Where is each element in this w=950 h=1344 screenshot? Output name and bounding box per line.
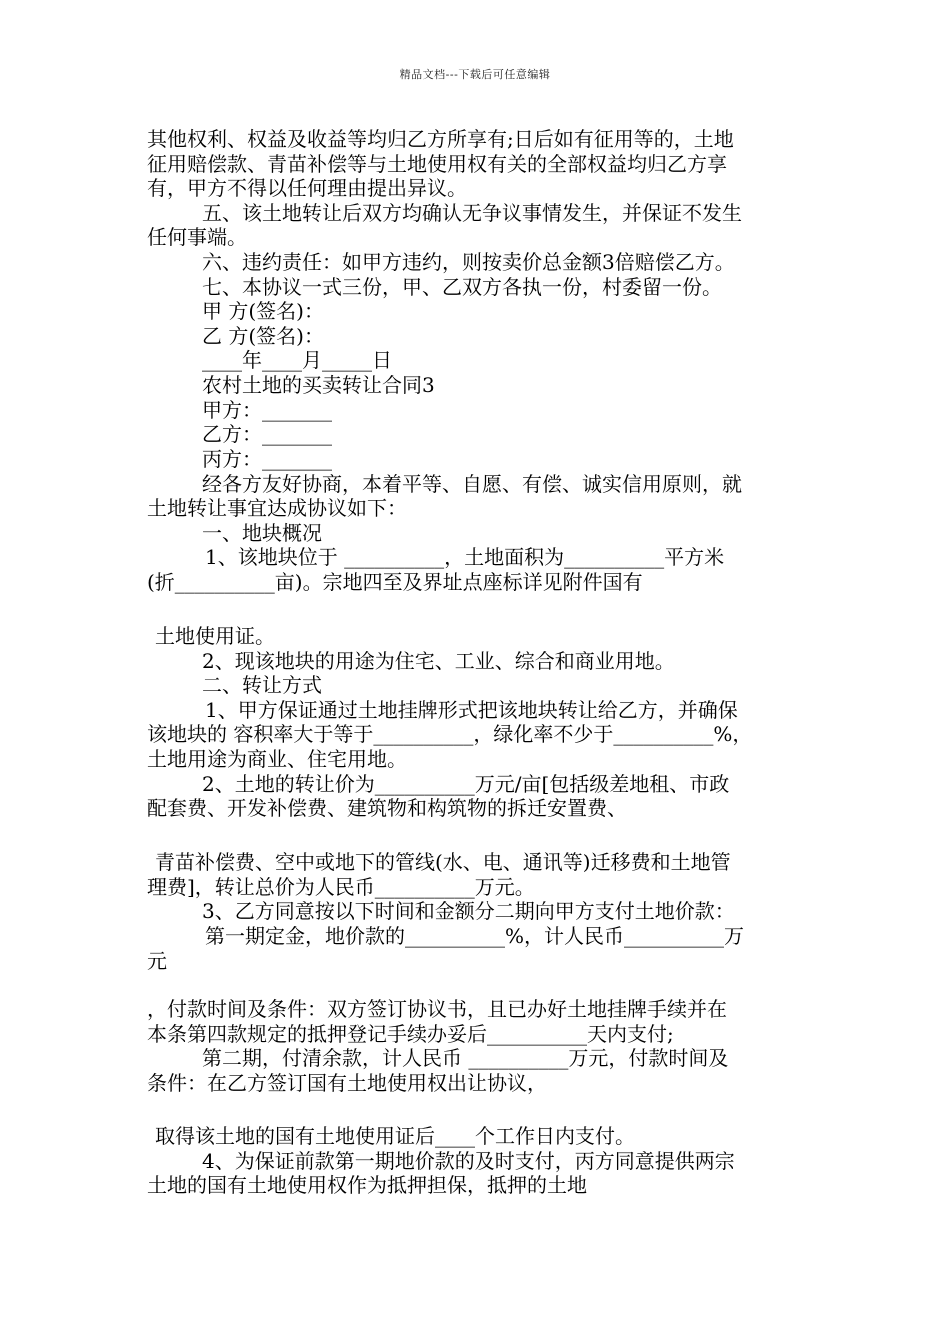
text-line: ____年____月_____日: [202, 348, 392, 372]
text-line: 土地转让事宜达成协议如下：: [147, 496, 407, 520]
text-line: 元: [147, 949, 167, 973]
text-line: 配套费、开发补偿费、建筑物和构筑物的拆迁安置费、: [147, 796, 627, 820]
text-line: 其他权利、权益及收益等均归乙方所享有;日后如有征用等的，土地: [147, 127, 734, 151]
text-line: 任何事端。: [147, 225, 247, 249]
text-line: 该地块的 容积率大于等于__________，绿化率不少于__________%，: [147, 722, 753, 746]
text-line: 本条第四款规定的抵押登记手续办妥后__________天内支付;: [147, 1022, 674, 1046]
text-line: 农村土地的买卖转让合同3: [202, 373, 435, 397]
text-line: 土地使用证。: [155, 624, 275, 648]
text-line: 六、违约责任：如甲方违约，则按卖价总金额3倍赔偿乙方。: [202, 250, 735, 274]
text-line: 七、本协议一式三份，甲、乙双方各执一份，村委留一份。: [202, 275, 722, 299]
text-line: 甲 方(签名)：: [202, 299, 324, 323]
text-line: 第二期，付清余款，计人民币 __________万元，付款时间及: [202, 1046, 729, 1070]
text-line: 土地用途为商业、住宅用地。: [147, 747, 407, 771]
text-line: 取得该土地的国有土地使用证后____个工作日内支付。: [155, 1124, 635, 1148]
text-line: 第一期定金，地价款的__________%，计人民币__________万: [205, 924, 745, 948]
text-line: 3、乙方同意按以下时间和金额分二期向甲方支付土地价款：: [202, 899, 735, 923]
text-line: 五、该土地转让后双方均确认无争议事情发生，并保证不发生: [202, 201, 742, 225]
text-line: 一、地块概况: [202, 521, 322, 545]
text-line: 2、现该地块的用途为住宅、工业、综合和商业用地。: [202, 649, 675, 673]
text-line: (折__________亩)。宗地四至及界址点座标详见附件国有: [147, 570, 643, 594]
text-line: ，付款时间及条件：双方签订协议书，且已办好土地挂牌手续并在: [147, 997, 727, 1021]
text-line: 征用赔偿款、青苗补偿等与土地使用权有关的全部权益均归乙方享: [147, 152, 727, 176]
text-line: 甲方：_______: [202, 398, 332, 422]
text-line: 经各方友好协商，本着平等、自愿、有偿、诚实信用原则，就: [202, 472, 742, 496]
text-line: 4、为保证前款第一期地价款的及时支付，丙方同意提供两宗: [202, 1149, 735, 1173]
text-line: 条件：在乙方签订国有土地使用权出让协议，: [147, 1071, 547, 1095]
text-line: 2、土地的转让价为__________万元/亩[包括级差地租、市政: [202, 772, 730, 796]
text-line: 丙方：_______: [202, 447, 332, 471]
text-line: 乙 方(签名)：: [202, 324, 324, 348]
text-line: 有，甲方不得以任何理由提出异议。: [147, 176, 467, 200]
text-line: 1、该地块位于 __________，土地面积为__________平方米: [205, 545, 725, 569]
text-line: 理费]，转让总价为人民币__________万元。: [147, 875, 535, 899]
text-line: 1、甲方保证通过土地挂牌形式把该地块转让给乙方，并确保: [205, 698, 738, 722]
page-header: 精品文档---下载后可任意编辑: [399, 68, 551, 81]
text-line: 土地的国有土地使用权作为抵押担保，抵押的土地: [147, 1173, 587, 1197]
text-line: 青苗补偿费、空中或地下的管线(水、电、通讯等)迁移费和土地管: [155, 850, 731, 874]
text-line: 二、转让方式: [202, 673, 322, 697]
text-line: 乙方：_______: [202, 422, 332, 446]
